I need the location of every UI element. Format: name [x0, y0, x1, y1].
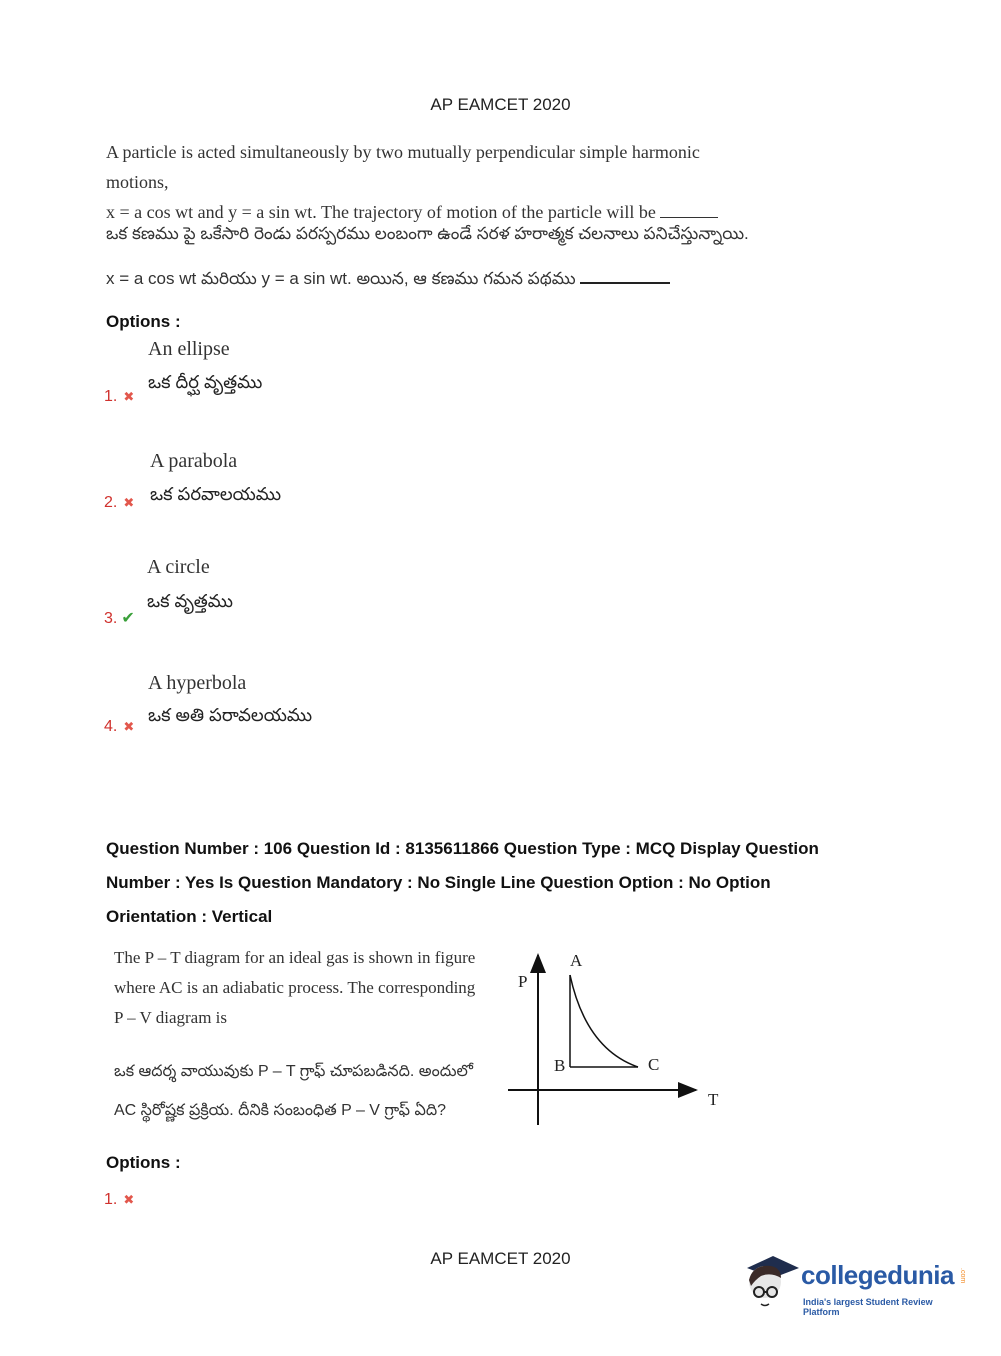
question-105-telugu-line2-wrap: [106, 266, 670, 293]
brand-name: collegedunia: [801, 1260, 954, 1290]
point-label-b: B: [554, 1056, 566, 1075]
option-2-telugu: ఒక పరవాలయము: [150, 484, 282, 504]
cross-icon: ✖: [123, 719, 135, 734]
mascot-icon: [741, 1250, 801, 1312]
question-106-meta: [106, 832, 886, 934]
point-label-a: A: [570, 951, 583, 970]
question-105-english-line1: A particle is acted simultaneously by two mutually perpendicular simple harmonic motions,: [106, 142, 700, 192]
question-106-telugu-line1: ఒక ఆదర్శ వాయువుకు P – T గ్రాఫ్ చూపబడినది. అందులో: [114, 1063, 474, 1080]
question-106-meta-line3: Orientation : Vertical: [106, 907, 273, 926]
question-106-telugu-line2: AC స్థిరోష్ణక ప్రక్రియ. దీనికి సంబంధిత P – V గ్రాఫ్ ఏది?: [114, 1102, 447, 1119]
question-105-english: [106, 137, 746, 227]
cross-icon: ✖: [123, 1192, 135, 1207]
options-label: Options :: [106, 312, 181, 331]
options-label: Options :: [106, 1153, 181, 1172]
brand-suffix: .com: [959, 1268, 966, 1284]
option-3-number: 3.: [104, 610, 118, 627]
cross-icon: ✖: [123, 495, 135, 510]
option-2-english: A parabola: [150, 450, 238, 472]
question-106-meta-line1: Question Number : 106 Question Id : 8135611866 Question Type : MCQ Display Question: [106, 839, 819, 858]
question-106-english-line2: where AC is an adiabatic process. The corresponding: [114, 978, 476, 997]
question-105-telugu-line1: ఒక కణము పై ఒకేసారి రెండు పరస్పరము లంబంగా ఉండే సరళ హరాత్మక చలనాలు పనిచేస్తున్నాయి.: [106, 224, 749, 243]
axis-label-t: T: [708, 1090, 719, 1109]
page-footer: AP EAMCET 2020: [430, 1249, 571, 1268]
question-106-english: [114, 943, 494, 1033]
option-1-number: 1.: [104, 1191, 118, 1208]
adiabatic-curve-ac: [570, 975, 638, 1067]
option-1-marker: [104, 388, 134, 406]
option-2-marker: [104, 494, 134, 512]
option-3-marker: [104, 608, 135, 628]
option-1-marker: [104, 1191, 134, 1209]
question-106-meta-line2: Number : Yes Is Question Mandatory : No Single Line Question Option : No Option: [106, 873, 771, 892]
option-4-marker: [104, 718, 134, 736]
option-3-english: A circle: [147, 556, 210, 578]
page-header: AP EAMCET 2020: [430, 95, 571, 114]
collegedunia-logo: [741, 1250, 971, 1320]
question-105-english-line2-wrap: [106, 197, 746, 227]
option-4-number: 4.: [104, 718, 118, 735]
option-1-number: 1.: [104, 388, 118, 405]
question-105-english-line2: x = a cos wt and y = a sin wt. The trajectory of motion of the particle will be: [106, 202, 656, 222]
cross-icon: ✖: [123, 389, 135, 404]
option-4-english: A hyperbola: [148, 672, 247, 694]
answer-blank: [660, 201, 718, 218]
question-106-english-line3: P – V diagram is: [114, 1008, 228, 1027]
option-4-telugu: ఒక అతి పరావలయము: [148, 705, 313, 725]
point-label-c: C: [648, 1055, 660, 1074]
pt-diagram: [500, 945, 730, 1130]
answer-blank: [580, 266, 670, 284]
option-1-english: An ellipse: [148, 338, 230, 360]
option-2-number: 2.: [104, 494, 118, 511]
brand-tagline: India's largest Student Review Platform: [803, 1297, 933, 1317]
question-106-english-line1: The P – T diagram for an ideal gas is shown in figure: [114, 948, 476, 967]
option-3-telugu: ఒక వృత్తము: [147, 591, 234, 611]
axis-label-p: P: [518, 972, 528, 991]
question-105-telugu-line2: x = a cos wt మరియు y = a sin wt. అయిన, ఆ కణము గమన పథము: [106, 269, 576, 288]
check-icon: ✔: [121, 610, 135, 627]
option-1-telugu: ఒక దీర్ఘ వృత్తము: [148, 372, 263, 392]
